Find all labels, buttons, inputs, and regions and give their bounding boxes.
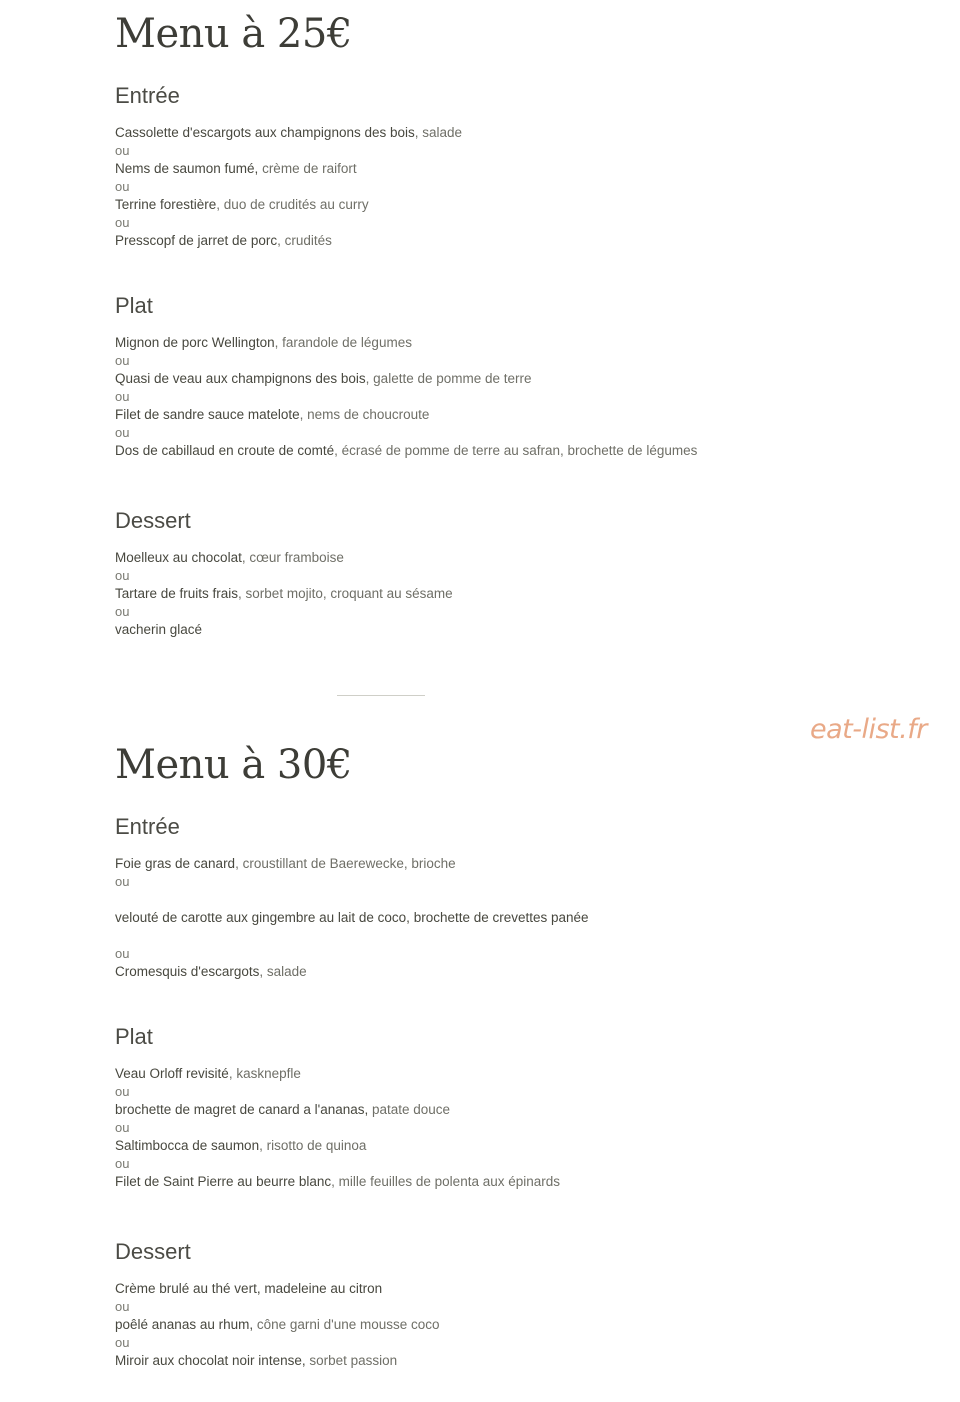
- or-separator: ou: [115, 874, 130, 889]
- menu-title: Menu à 25€: [115, 11, 352, 57]
- or-separator: ou: [115, 353, 130, 368]
- dish-description: , écrasé de pomme de terre au safran, brochette de légumes: [334, 443, 698, 458]
- dish-name: Cassolette d'escargots aux champignons des bois: [115, 125, 415, 140]
- section-items: [115, 855, 915, 981]
- or-separator: ou: [115, 179, 130, 194]
- menu-divider: [337, 695, 425, 696]
- spacer: [115, 927, 915, 945]
- section-dessert: [115, 507, 915, 637]
- menu-item: [115, 442, 915, 460]
- section-title: Entrée: [115, 83, 180, 108]
- dish-name: velouté de carotte aux gingembre au lait de coco, brochette de crevettes panée: [115, 910, 589, 925]
- dish-description: , cœur framboise: [241, 550, 344, 565]
- dish-name: Miroir aux chocolat noir intense,: [115, 1353, 306, 1368]
- dish-name: Tartare de fruits frais: [115, 586, 239, 601]
- menu-item: [115, 855, 915, 873]
- menu-item: [115, 406, 915, 424]
- dish-description: , salade: [259, 964, 307, 979]
- menu-item: [115, 1280, 915, 1298]
- menu-item: [115, 334, 915, 352]
- menu-item: [115, 124, 915, 142]
- dish-description: , kasknepfle: [228, 1066, 301, 1081]
- or-separator: ou: [115, 1084, 130, 1099]
- section-dessert: [115, 1238, 915, 1368]
- dish-description: , salade: [414, 125, 463, 140]
- dish-description: , croustillant de Baerewecke, brioche: [235, 856, 456, 871]
- dish-description: cône garni d'une mousse coco: [253, 1317, 440, 1332]
- menu-item: [115, 549, 915, 567]
- dish-description: , mille feuilles de polenta aux épinards: [331, 1174, 561, 1189]
- menu-item: [115, 232, 915, 250]
- dish-name: Terrine forestière: [115, 197, 217, 212]
- dish-name: Nems de saumon fumé,: [115, 161, 259, 176]
- dish-name: Quasi de veau aux champignons des bois: [115, 371, 366, 386]
- section-items: [115, 124, 915, 250]
- or-separator: ou: [115, 604, 130, 619]
- dish-name: Presscopf de jarret de porc: [115, 233, 278, 248]
- or-separator: ou: [115, 1156, 130, 1171]
- section-entree: [115, 813, 915, 979]
- menu-item: [115, 1065, 915, 1083]
- section-title: Dessert: [115, 508, 191, 533]
- section-title: Plat: [115, 1024, 153, 1049]
- or-separator: ou: [115, 215, 130, 230]
- section-title: Dessert: [115, 1239, 191, 1264]
- menu-item: [115, 1316, 915, 1334]
- menu-item: [115, 909, 915, 927]
- menu-item: [115, 1137, 915, 1155]
- section-items: [115, 1065, 915, 1191]
- or-separator: ou: [115, 1299, 130, 1314]
- section-title: Plat: [115, 293, 153, 318]
- menu-25: [115, 10, 915, 637]
- dish-name: Filet de sandre sauce matelote: [115, 407, 300, 422]
- section-items: [115, 549, 915, 639]
- dish-description: , risotto de quinoa: [259, 1138, 367, 1153]
- menu-item: [115, 1352, 915, 1370]
- menu-item: [115, 963, 915, 981]
- dish-description: crème de raifort: [258, 161, 357, 176]
- section-plat: [115, 292, 915, 458]
- spacer: [115, 891, 915, 909]
- dish-description: patate douce: [368, 1102, 451, 1117]
- watermark: eat-list.fr: [810, 714, 927, 745]
- dish-description: , sorbet mojito, croquant au sésame: [238, 586, 453, 601]
- or-separator: ou: [115, 568, 130, 583]
- dish-name: brochette de magret de canard a l'ananas,: [115, 1102, 369, 1117]
- dish-name: Crème brulé au thé vert, madeleine au citron: [115, 1281, 383, 1296]
- menu-title: Menu à 30€: [115, 742, 352, 788]
- or-separator: ou: [115, 1120, 130, 1135]
- or-separator: ou: [115, 143, 130, 158]
- dish-name: Filet de Saint Pierre au beurre blanc: [115, 1174, 332, 1189]
- dish-name: Foie gras de canard: [115, 856, 236, 871]
- dish-description: , galette de pomme de terre: [365, 371, 532, 386]
- dish-name: Mignon de porc Wellington: [115, 335, 275, 350]
- dish-description: , farandole de légumes: [274, 335, 412, 350]
- dish-name: Veau Orloff revisité: [115, 1066, 229, 1081]
- menu-item: [115, 1101, 915, 1119]
- section-items: [115, 334, 915, 460]
- dish-name: Dos de cabillaud en croute de comté: [115, 443, 335, 458]
- dish-name: Moelleux au chocolat: [115, 550, 242, 565]
- menu-item: [115, 585, 915, 603]
- menu-item: [115, 370, 915, 388]
- dish-name: Saltimbocca de saumon: [115, 1138, 260, 1153]
- dish-description: , crudités: [277, 233, 332, 248]
- dish-description: , duo de crudités au curry: [216, 197, 369, 212]
- section-items: [115, 1280, 915, 1370]
- menu-item: [115, 621, 915, 639]
- or-separator: ou: [115, 1335, 130, 1350]
- menu-item: [115, 196, 915, 214]
- dish-description: sorbet passion: [305, 1353, 398, 1368]
- menu-item: [115, 1173, 915, 1191]
- or-separator: ou: [115, 389, 130, 404]
- dish-name: Cromesquis d'escargots: [115, 964, 260, 979]
- or-separator: ou: [115, 946, 130, 961]
- dish-name: vacherin glacé: [115, 622, 203, 637]
- dish-description: , nems de choucroute: [299, 407, 430, 422]
- menu-30: [115, 741, 915, 1368]
- dish-name: poêlé ananas au rhum,: [115, 1317, 254, 1332]
- or-separator: ou: [115, 425, 130, 440]
- section-title: Entrée: [115, 814, 180, 839]
- section-entree: [115, 82, 915, 248]
- menu-item: [115, 160, 915, 178]
- section-plat: [115, 1023, 915, 1189]
